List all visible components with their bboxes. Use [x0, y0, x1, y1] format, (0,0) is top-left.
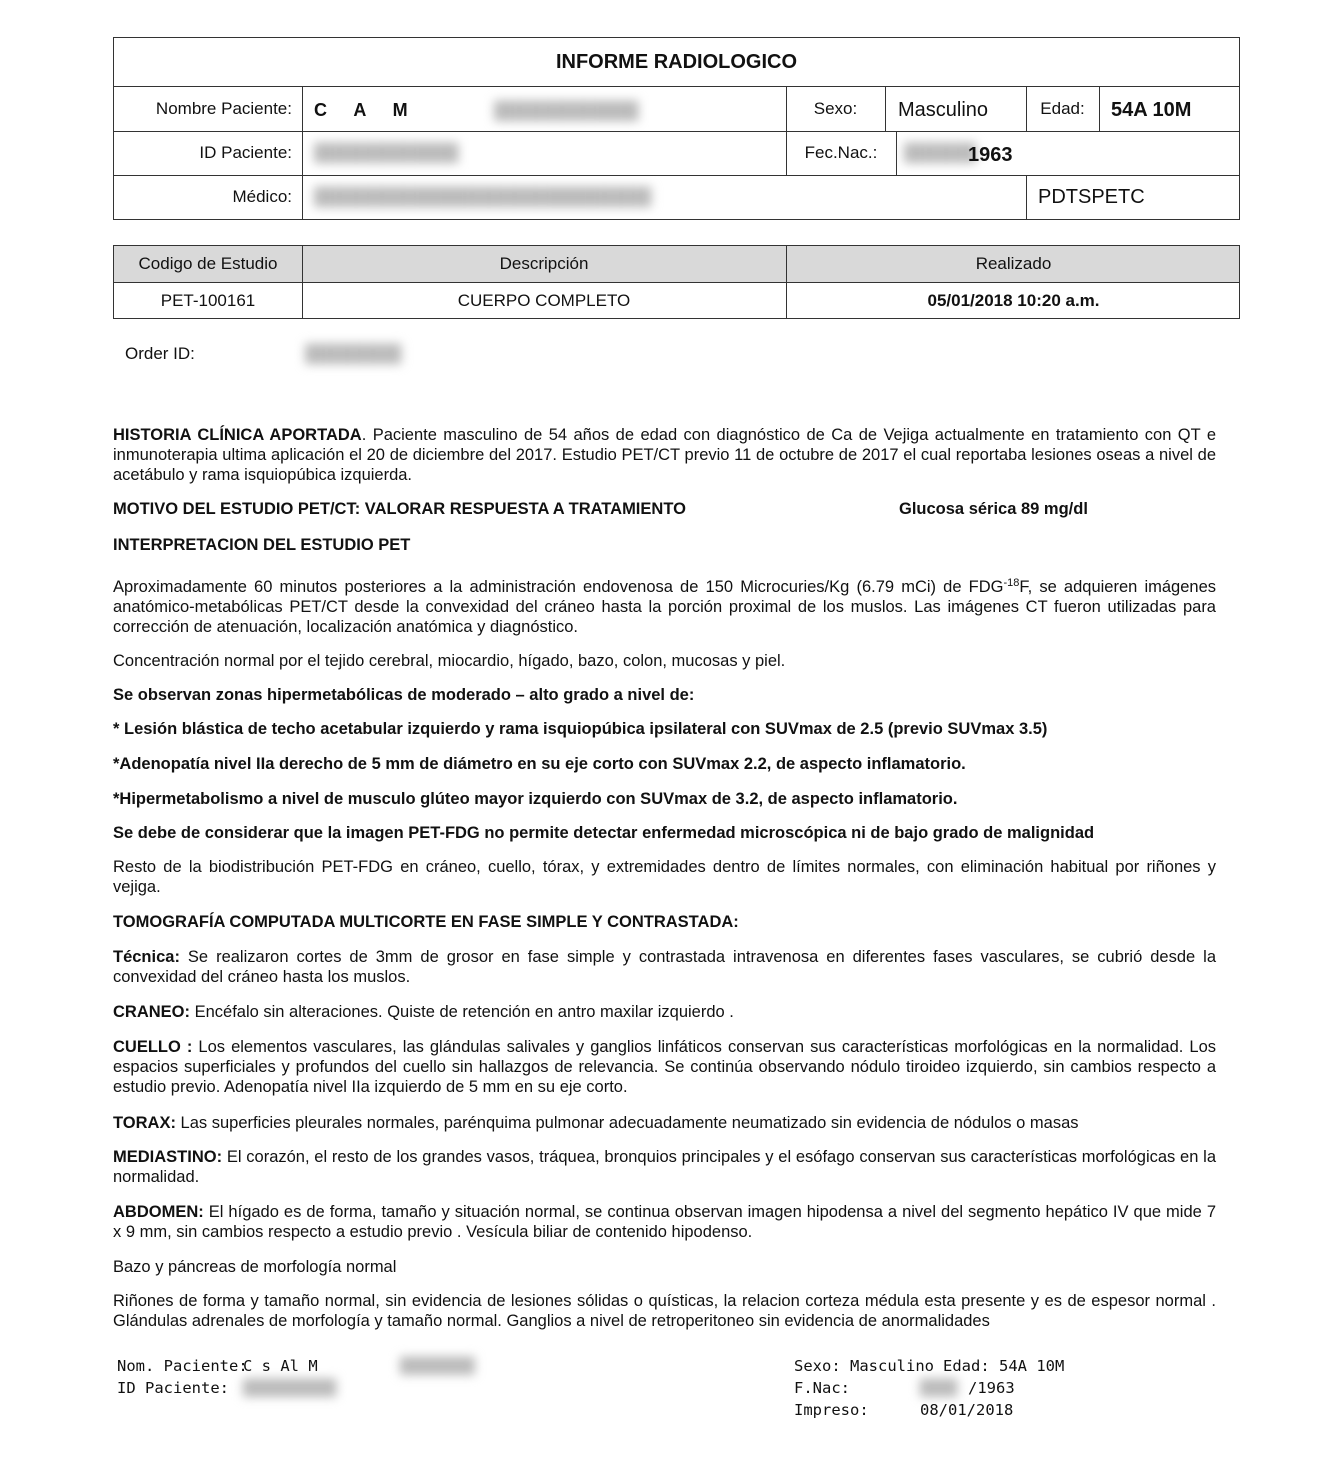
patient-id-label: ID Paciente: [199, 143, 292, 162]
text-segment: F, se adquieren imágenes anatómico-metabólicas PET/CT desde la convexidad del cráneo hasta la porción proximal de los muslos. Las imágenes CT fueron utilizadas para corrección de atenuación, localización anatómica y diagnóstico. [113, 578, 1217, 636]
isotope-superscript: -18 [1003, 577, 1020, 589]
study-table [113, 245, 1240, 319]
patient-name-label: Nombre Paciente: [155, 98, 292, 118]
footer-birthdate-value: /1963 [968, 1379, 1015, 1397]
section-label: Técnica: [113, 948, 180, 966]
glucose-value: Glucosa sérica 89 mg/dl [899, 500, 1088, 518]
birthdate-value: 1963 [968, 143, 1013, 166]
redacted-patient-id: ████████████ [314, 143, 459, 162]
redacted-order-id: ████████ [305, 344, 402, 363]
redacted-footer-id: ██████████ [243, 1379, 337, 1397]
section-text: Se realizaron cortes de 3mm de grosor en fase simple y contrastada intravenosa en diferentes fases vasculares, se cubrió desde la convexidad del cráneo hasta los muslos. [113, 948, 1216, 986]
footer-id-label: ID Paciente: [117, 1379, 229, 1397]
section-label: ABDOMEN: [113, 1203, 204, 1221]
pet-interpretation-title: INTERPRETACION DEL ESTUDIO PET [113, 536, 411, 554]
footer-birthdate-label: F.Nac: [794, 1379, 850, 1397]
footer-sex: Sexo: Masculino [794, 1357, 934, 1375]
column-header: Descripción [499, 254, 589, 273]
finding-item: *Adenopatía nivel IIa derecho de 5 mm de diámetro en su eje corto con SUVmax 2.2, de aspecto inflamatorio. [113, 755, 966, 773]
pet-interpretation-paragraph [113, 573, 1216, 637]
rest-biodistribution: Resto de la biodistribución PET-FDG en cráneo, cuello, tórax, y extremidades dentro de límites normales, con eliminación habitual por riñones y vejiga. [113, 858, 1216, 896]
sex-value: Masculino [898, 99, 989, 121]
study-reason: MOTIVO DEL ESTUDIO PET/CT: VALORAR RESPUESTA A TRATAMIENTO [113, 500, 686, 518]
footer-name-label: Nom. Paciente: [117, 1357, 248, 1375]
section-text: Las superficies pleurales normales, parénquima pulmonar adecuadamente neumatizado sin evidencia de nódulos o masas [175, 1114, 1079, 1132]
age-label: Edad: [1040, 98, 1085, 118]
clinical-history-text: . Paciente masculino de 54 años de edad con diagnóstico de Ca de Vejiga actualmente en tratamiento con QT e inmunoterapia ultima aplicación el 20 de diciembre del 2017. Estudio PET/CT previo 11 de octubre de 2017 el cual reportaba lesiones oseas a nivel de acetábulo y rama isquiopúbica izquierda. [113, 426, 1216, 484]
divider [1099, 86, 1100, 131]
section-label: CUELLO : [113, 1038, 193, 1056]
age-value: 54A 10M [1111, 99, 1192, 121]
divider [1026, 175, 1027, 219]
footer-age: Edad: 54A 10M [943, 1357, 1065, 1375]
section-text: El hígado es de forma, tamaño y situación normal, se continua observan imagen hipodensa a nivel del segmento hepático IV que mide 7 x 9 mm, sin cambios respecto a estudio previo . Vesícula biliar de contenido hipodenso. [113, 1203, 1216, 1241]
clinical-history [113, 425, 1216, 485]
section-text: Los elementos vasculares, las glándulas salivales y ganglios linfáticos conservan sus características morfológicas en la normalidad. Los espacios superficiales y profundos del cuello sin hallazgos de relevancia. Se continúa observando nódulo tiroideo izquierdo, sin cambios respecto a estudio previo. Adenopatía nivel IIa izquierdo de 5 mm en su eje corto. [113, 1038, 1216, 1096]
neck-paragraph [113, 1037, 1216, 1097]
hypermetabolic-title: Se observan zonas hipermetabólicas de moderado – alto grado a nivel de: [113, 686, 695, 704]
birthdate-label: Fec.Nac.: [804, 143, 878, 162]
patient-name-value: C A M [314, 100, 408, 120]
finding-item: *Hipermetabolismo a nivel de musculo glúteo mayor izquierdo con SUVmax de 3.2, de aspecto inflamatorio. [113, 790, 958, 808]
section-text: El corazón, el resto de los grandes vasos, tráquea, bronquios principales y el esófago conservan sus características morfológicas en la normalidad. [113, 1148, 1216, 1186]
normal-concentration: Concentración normal por el tejido cerebral, miocardio, hígado, bazo, colon, mucosas y piel. [113, 652, 786, 670]
footer-printed-value: 08/01/2018 [920, 1401, 1014, 1419]
section-label: CRANEO: [113, 1003, 190, 1021]
redacted-birthdate: ██████ [904, 143, 977, 162]
redacted-footer-birthdate: ████ [920, 1379, 958, 1397]
divider [896, 131, 897, 175]
redacted-name: ████████████ [494, 100, 639, 120]
divider [302, 86, 303, 219]
column-header: Realizado [975, 254, 1052, 273]
skull-paragraph [113, 1002, 1216, 1022]
study-date-cell: 05/01/2018 10:20 a.m. [927, 291, 1100, 310]
order-id-label: Order ID: [125, 344, 195, 363]
finding-item: * Lesión blástica de techo acetabular izquierdo y rama isquiopúbica ipsilateral con SUVmax de 2.5 (previo SUVmax 3.5) [113, 720, 1048, 738]
clinical-history-label: HISTORIA CLÍNICA APORTADA [113, 426, 362, 444]
divider [885, 86, 886, 131]
study-code: PDTSPETC [1038, 185, 1145, 208]
thorax-paragraph [113, 1113, 1216, 1133]
study-code-cell: PET-100161 [160, 291, 256, 310]
footer-name-value: C s Al M [243, 1357, 318, 1375]
spleen-pancreas: Bazo y páncreas de morfología normal [113, 1258, 397, 1276]
ct-title: TOMOGRAFÍA COMPUTADA MULTICORTE EN FASE SIMPLE Y CONTRASTADA: [113, 913, 739, 931]
sex-label: Sexo: [813, 98, 858, 118]
technique-paragraph [113, 947, 1216, 987]
section-text: Encéfalo sin alteraciones. Quiste de retención en antro maxilar izquierdo . [190, 1003, 734, 1021]
footer-printed-label: Impreso: [794, 1401, 869, 1419]
text-segment: Aproximadamente 60 minutos posteriores a la administración endovenosa de 150 Microcuries/Kg (6.79 mCi) de FDG [113, 578, 1004, 596]
redacted-physician: ████████████████████████████ [314, 187, 652, 206]
abdomen-paragraph [113, 1202, 1216, 1242]
mediastinum-paragraph [113, 1147, 1216, 1187]
column-header: Codigo de Estudio [138, 254, 278, 273]
patient-header-table [113, 37, 1240, 220]
limitation-note: Se debe de considerar que la imagen PET-FDG no permite detectar enfermedad microscópica ni de bajo grado de malignidad [113, 824, 1095, 842]
redacted-footer-name: ████████ [400, 1357, 475, 1375]
kidneys-paragraph: Riñones de forma y tamaño normal, sin evidencia de lesiones sólidas o quísticas, la relacion corteza médula esta presente y es de espesor normal . Glándulas adrenales de morfología y tamaño normal. Ganglios a nivel de retroperitoneo sin evidencia de anormalidades [113, 1292, 1216, 1330]
physician-label: Médico: [232, 187, 292, 206]
section-label: MEDIASTINO: [113, 1148, 223, 1166]
section-label: TORAX: [113, 1114, 176, 1132]
study-description-cell: CUERPO COMPLETO [457, 291, 631, 310]
report-title: INFORME RADIOLOGICO [555, 50, 798, 73]
